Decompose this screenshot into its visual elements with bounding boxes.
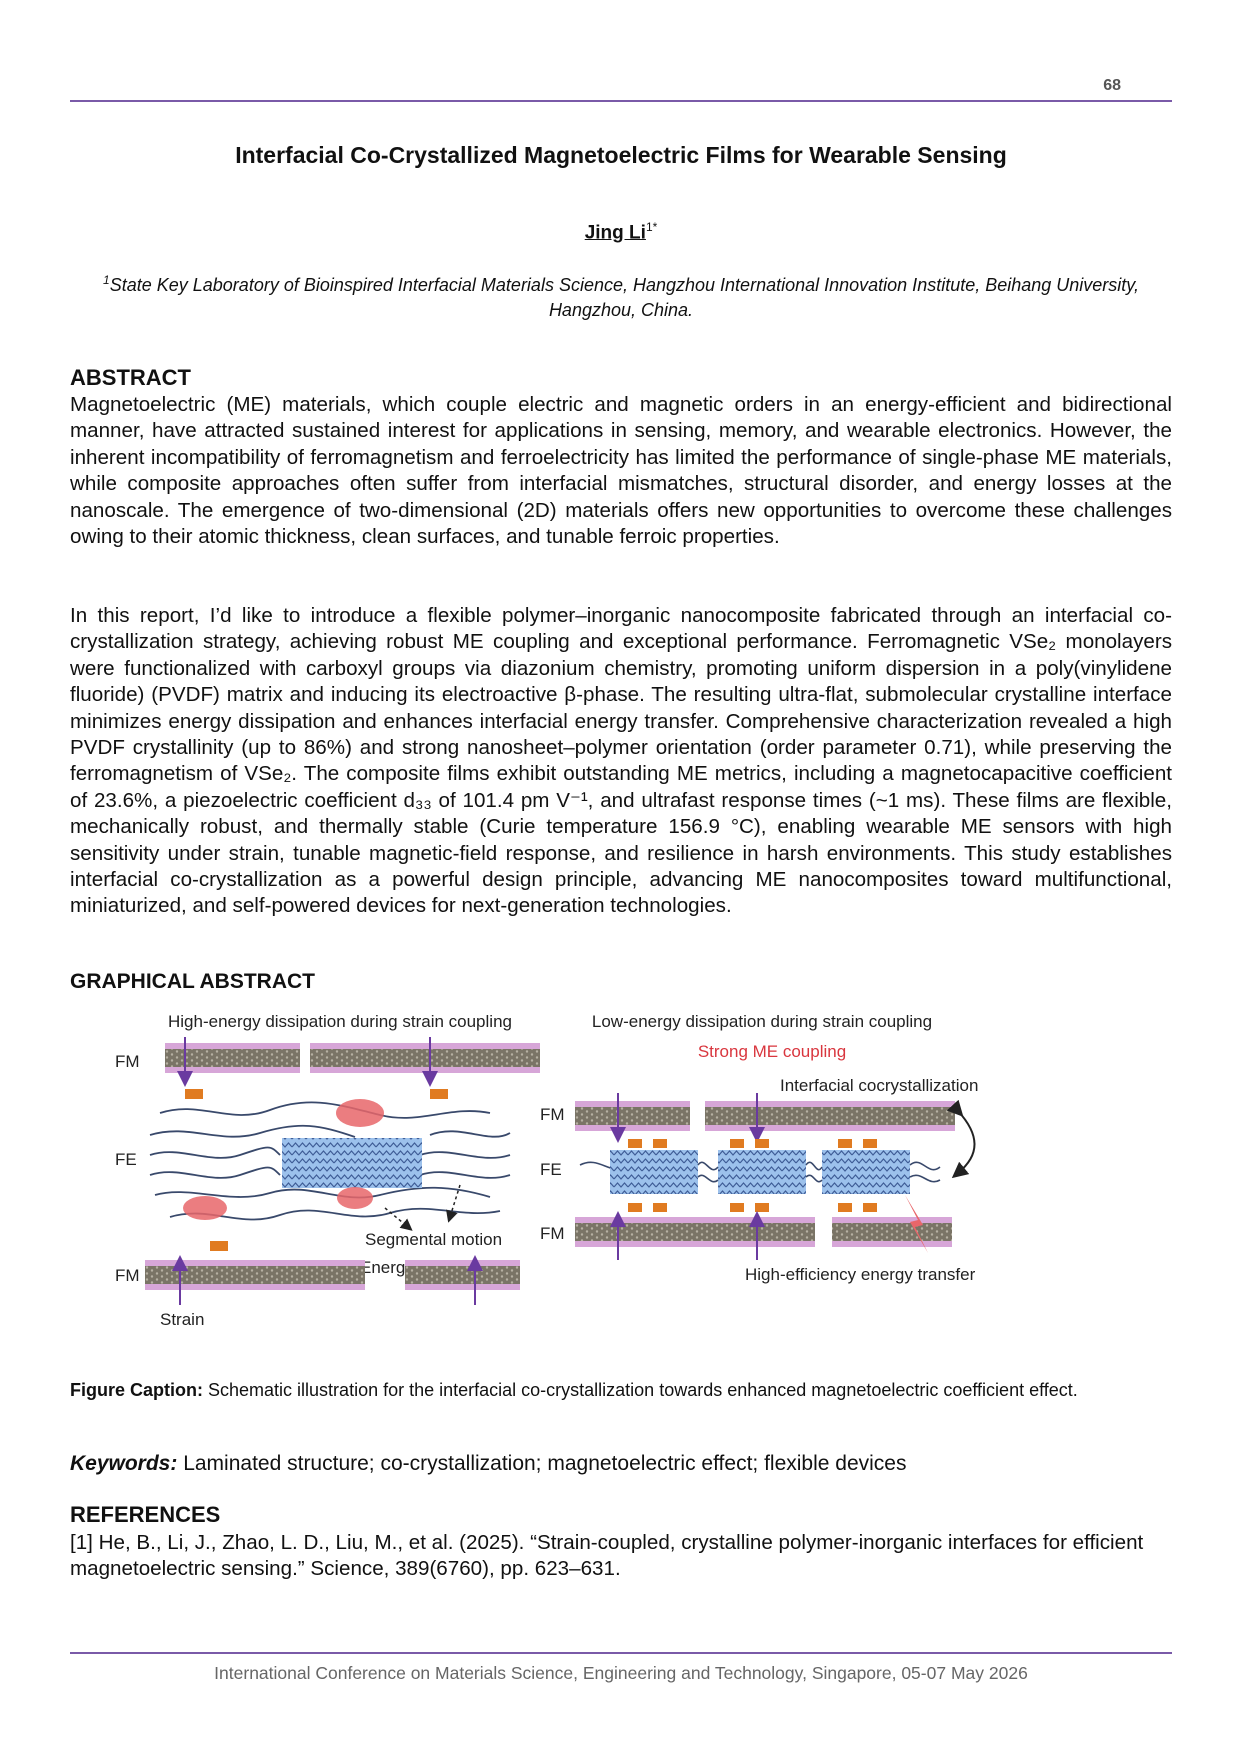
reference-item: [1] He, B., Li, J., Zhao, L. D., Liu, M., et al. (2025). “Strain-coupled, crystalline polymer-inorganic interfaces for efficient magnetoelectric sensing.” Science, 389(6760), pp. 623–631. <box>70 1531 1144 1581</box>
polymer-chain <box>698 1162 718 1181</box>
fe-crystal <box>718 1150 806 1194</box>
header-rule <box>70 100 1172 102</box>
dipole <box>210 1241 228 1251</box>
references-heading: REFERENCES <box>70 1502 221 1527</box>
fm-layer <box>145 1266 365 1284</box>
abstract-paragraph-2: In this report, I’d like to introduce a flexible polymer–inorganic nanocomposite fabricated through an interfacial co-crystallization strategy, achieving robust ME coupling and exceptional performance. Ferromagnetic VSe₂ monolayers were functionalized with carboxyl groups via diazonium chemistry, promoting uniform dispersion in a poly(vinylidene fluoride) (PVDF) matrix and inducing its electroactive β-phase. The resulting ultra-flat, submolecular crystalline interface minimizes energy dissipation and enhances interfacial energy transfer. Comprehensive characterization revealed a high PVDF crystallinity (up to 86%) and strong nanosheet–polymer orientation (order parameter 0.71), while preserving the ferromagnetism of VSe₂. The composite films exhibit outstanding ME metrics, including a magnetocapacitive coefficient of 23.6%, a piezoelectric coefficient d₃₃ of 101.4 pm V⁻¹, and ultrafast response times (~1 ms). These films are flexible, mechanically robust, and thermally stable (Curie temperature 156.9 °C), enabling wearable ME sensors with high sensitivity under strain, tunable magnetic-field response, and resilience in harsh environments. This study establishes interfacial co-crystallization as a powerful design principle, advancing ME nanocomposites toward multifunctional, miniaturized, and self-powered devices for next-generation technologies. <box>70 604 1172 918</box>
right-panel-subtitle: Strong ME coupling <box>697 1042 847 1061</box>
affiliation-text: State Key Laboratory of Bioinspired Interfacial Materials Science, Hangzhou International Innovation Institute, Beihang University, Hangzhou, China. <box>109 275 1139 320</box>
abstract-heading: ABSTRACT <box>70 365 191 390</box>
fe-crystal <box>822 1150 910 1194</box>
fm-layer-pink <box>310 1067 540 1073</box>
label-fm-top-left: FM <box>115 1052 140 1071</box>
left-panel <box>115 1012 540 1329</box>
dipole <box>730 1203 744 1212</box>
dipole <box>628 1139 642 1148</box>
fm-layer <box>575 1107 690 1125</box>
polymer-chain <box>806 1162 822 1181</box>
cocrystallization-arrow <box>958 1111 975 1173</box>
dipole <box>863 1139 877 1148</box>
fm-layer-pink <box>145 1260 365 1266</box>
fm-layer-pink <box>145 1284 365 1290</box>
label-interfacial-cocrystallization: Interfacial cocrystallization <box>780 1076 979 1095</box>
dissipation-blob <box>336 1099 384 1127</box>
footer-text: International Conference on Materials Science, Engineering and Technology, Singapore, 05-07 May 2026 <box>214 1663 1028 1683</box>
polymer-chain <box>910 1162 940 1181</box>
label-fe-right: FE <box>540 1160 562 1179</box>
caption-text: Schematic illustration for the interfacial co-crystallization towards enhanced magnetoelectric coefficient effect. <box>208 1380 1078 1400</box>
fe-crystal <box>282 1138 422 1188</box>
fm-layer-pink <box>405 1260 520 1266</box>
author-line <box>70 220 1172 244</box>
fm-layer-pink <box>832 1241 952 1247</box>
fm-layer-pink <box>705 1101 955 1107</box>
fm-layer <box>575 1223 815 1241</box>
author-name: Jing Li <box>584 222 646 244</box>
dipole <box>838 1139 852 1148</box>
dipole <box>755 1139 769 1148</box>
dipole <box>730 1139 744 1148</box>
fm-layer-pink <box>575 1217 815 1223</box>
dissipation-blob <box>183 1196 227 1220</box>
dissipation-blob <box>337 1187 373 1209</box>
dipole <box>185 1089 203 1099</box>
fm-layer <box>705 1107 955 1125</box>
fm-layer-pink <box>705 1125 955 1131</box>
label-high-efficiency-transfer: High-efficiency energy transfer <box>745 1265 976 1284</box>
left-panel-title: High-energy dissipation during strain coupling <box>168 1012 512 1031</box>
label-fe-left: FE <box>115 1150 137 1169</box>
fm-layer <box>405 1266 520 1284</box>
label-fm-bottom-left: FM <box>115 1266 140 1285</box>
page-number: 68 <box>1103 77 1121 94</box>
dipole <box>838 1203 852 1212</box>
keywords <box>70 1452 1172 1476</box>
dipole <box>863 1203 877 1212</box>
label-energy-dissipation: Energy <box>360 1258 414 1277</box>
fm-layer-pink <box>310 1043 540 1049</box>
graphical-abstract-figure <box>110 1005 1120 1355</box>
fm-layer-pink <box>575 1101 690 1107</box>
keywords-text: Laminated structure; co-crystallization; magnetoelectric effect; flexible devices <box>183 1452 907 1475</box>
affiliation <box>70 268 1172 323</box>
fm-layer-pink <box>575 1125 690 1131</box>
dipole <box>653 1203 667 1212</box>
abstract-paragraph-1: Magnetoelectric (ME) materials, which couple electric and magnetic orders in an energy-efficient and bidirectional manner, have attracted sustained interest for applications in sensing, memory, and wearable electronics. However, the inherent incompatibility of ferromagnetism and ferroelectricity has limited the performance of single-phase ME materials, while composite approaches often suffer from interfacial mismatches, structural disorder, and energy losses at the nanoscale. The emergence of two-dimensional (2D) materials offers new opportunities to overcome these challenges owing to their atomic thickness, clean surfaces, and tunable ferroic properties. <box>70 393 1172 549</box>
keywords-label: Keywords: <box>70 1452 178 1475</box>
paper-title: Interfacial Co-Crystallized Magnetoelectric Films for Wearable Sensing <box>235 142 1007 168</box>
fe-crystal <box>610 1150 698 1194</box>
affiliation-sup: 1 <box>103 273 110 287</box>
right-panel-title: Low-energy dissipation during strain coupling <box>591 1012 933 1031</box>
fm-layer-pink <box>405 1284 520 1290</box>
figure-caption <box>70 1378 1172 1402</box>
label-fm-bottom-right: FM <box>540 1224 565 1243</box>
fm-layer <box>310 1049 540 1067</box>
label-fm-top-right: FM <box>540 1105 565 1124</box>
caption-label: Figure Caption: <box>70 1380 203 1400</box>
label-strain: Strain <box>160 1310 205 1329</box>
dipole <box>755 1203 769 1212</box>
graphical-abstract-heading: GRAPHICAL ABSTRACT <box>70 970 315 993</box>
dipole <box>430 1089 448 1099</box>
author-sup: 1* <box>645 220 658 234</box>
fm-layer <box>832 1223 952 1241</box>
dipole <box>628 1203 642 1212</box>
label-segmental-motion: Segmental motion <box>365 1230 503 1249</box>
dipole <box>653 1139 667 1148</box>
fm-layer-pink <box>832 1217 952 1223</box>
fm-layer-pink <box>575 1241 815 1247</box>
right-panel <box>540 1012 978 1284</box>
